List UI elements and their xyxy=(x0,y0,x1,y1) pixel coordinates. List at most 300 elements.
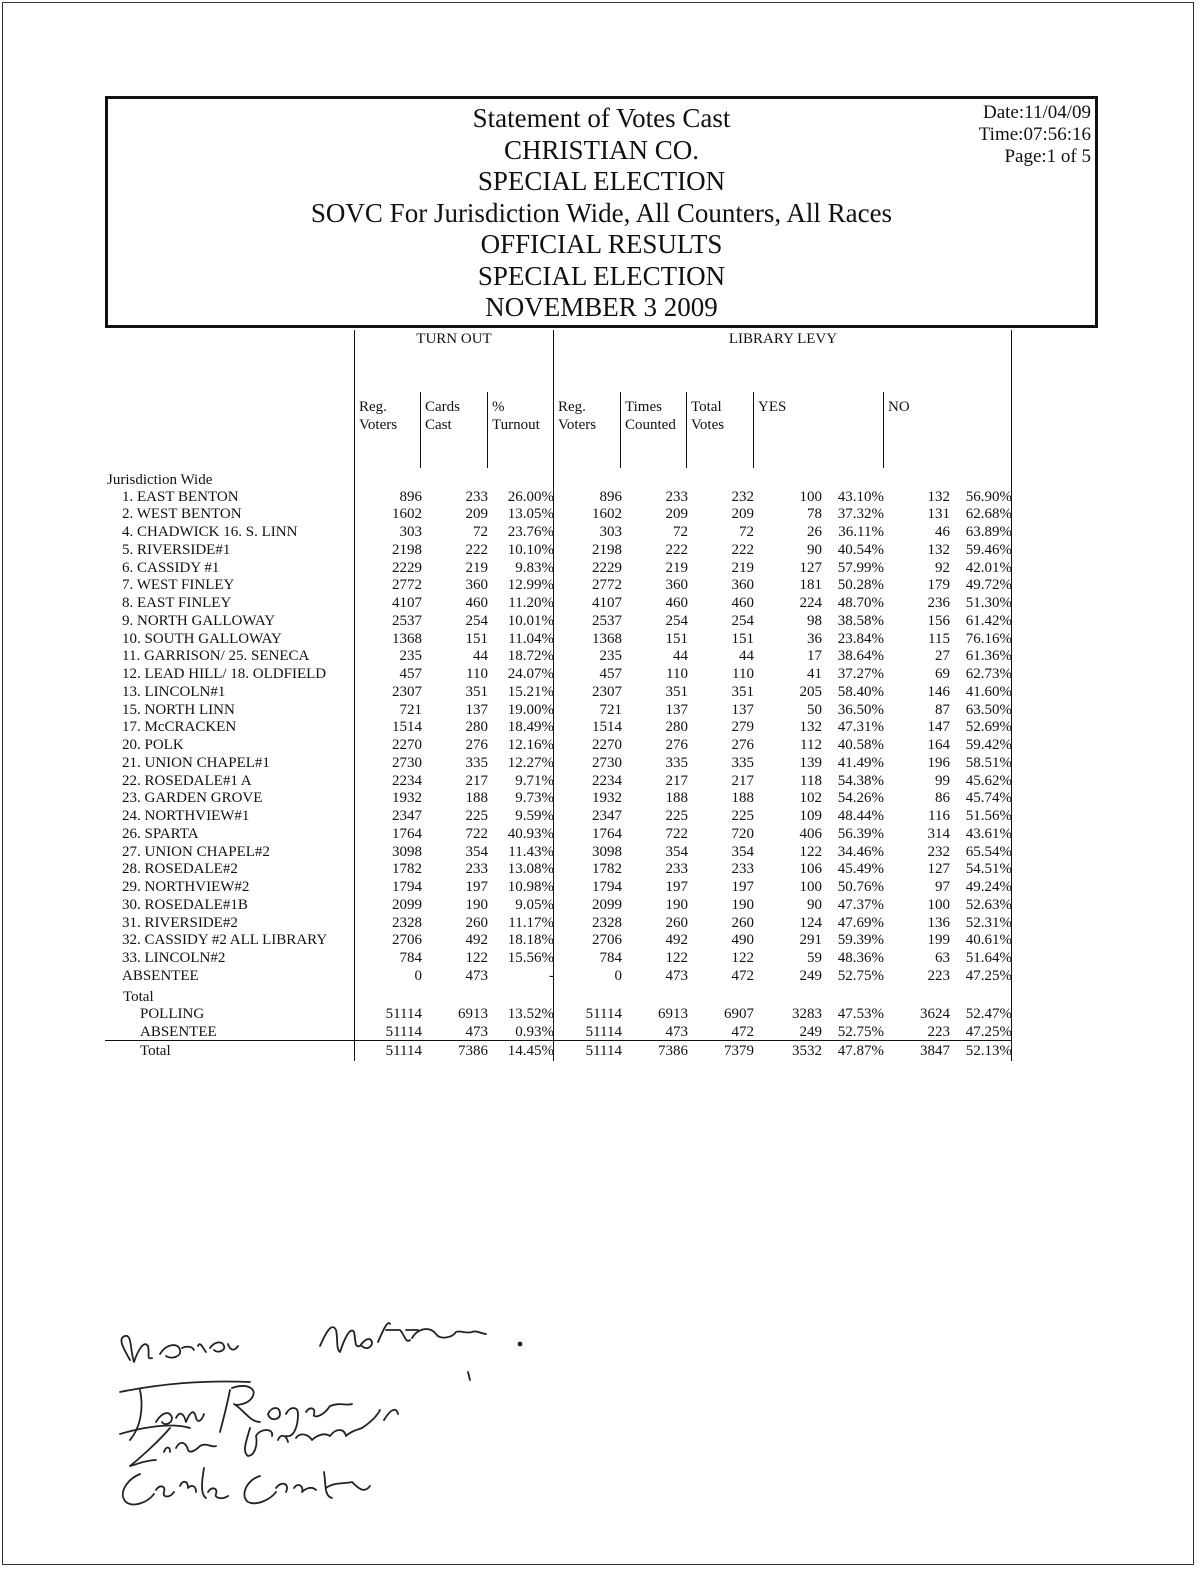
times-counted: 137 xyxy=(665,701,688,718)
table-row xyxy=(0,790,1200,808)
table-row xyxy=(0,897,1200,915)
pct-turnout: 13.05% xyxy=(507,506,554,523)
pct-turnout: - xyxy=(549,967,554,984)
total-votes: 260 xyxy=(731,914,754,931)
yes-pct: 40.54% xyxy=(837,541,884,558)
reg-voters-levy: 303 xyxy=(599,524,622,540)
yes-votes: 17 xyxy=(807,648,822,665)
total-votes: 219 xyxy=(731,559,754,576)
signature-4 xyxy=(123,1468,370,1504)
cards-cast: 460 xyxy=(465,595,488,611)
no-pct: 59.42% xyxy=(965,737,1012,753)
yes-pct: 54.26% xyxy=(837,790,884,807)
yes-pct: 47.31% xyxy=(837,719,884,736)
cards-cast: 276 xyxy=(465,737,488,753)
pct-turnout: 9.59% xyxy=(515,808,554,824)
reg-voters: 2730 xyxy=(392,754,422,771)
no-votes: 196 xyxy=(927,754,950,771)
cards-cast: 722 xyxy=(465,825,488,842)
no-votes: 223 xyxy=(927,967,950,984)
no-pct: 41.60% xyxy=(965,683,1012,700)
no-votes: 3847 xyxy=(920,1042,950,1059)
header-date-line: NOVEMBER 3 2009 xyxy=(485,292,718,322)
yes-votes: 78 xyxy=(807,506,822,523)
row-name: 27. UNION CHAPEL#2 xyxy=(122,843,270,860)
yes-pct: 47.53% xyxy=(837,1005,884,1022)
cards-cast: 473 xyxy=(465,967,488,984)
times-counted: 188 xyxy=(665,790,688,807)
no-votes: 179 xyxy=(927,577,950,594)
no-pct: 61.42% xyxy=(965,612,1012,629)
cards-cast: 217 xyxy=(465,772,488,789)
yes-pct: 34.46% xyxy=(837,843,884,860)
reg-voters: 1764 xyxy=(392,825,422,842)
row-name: 28. ROSEDALE#2 xyxy=(122,861,238,878)
yes-votes: 98 xyxy=(807,612,822,629)
reg-voters-levy: 0 xyxy=(614,967,622,984)
pct-turnout: 10.01% xyxy=(507,612,554,629)
pct-turnout: 11.17% xyxy=(508,914,554,931)
yes-votes: 406 xyxy=(799,825,822,842)
no-pct: 76.16% xyxy=(965,630,1012,647)
table-row xyxy=(0,666,1200,684)
no-votes: 69 xyxy=(935,666,950,682)
total-votes: 225 xyxy=(731,808,754,824)
total-row-polling xyxy=(0,1006,1200,1024)
col-pct-turnout: % Turnout xyxy=(492,399,540,433)
group-label: Jurisdiction Wide xyxy=(107,472,213,488)
yes-votes: 118 xyxy=(800,772,822,789)
no-votes: 3624 xyxy=(920,1005,950,1022)
row-name: 5. RIVERSIDE#1 xyxy=(122,541,231,558)
no-votes: 92 xyxy=(935,559,950,576)
col-reg-voters: Reg. Voters xyxy=(359,399,398,433)
reg-voters-levy: 4107 xyxy=(592,595,622,611)
no-votes: 86 xyxy=(935,790,950,807)
row-name: POLLING xyxy=(140,1005,205,1022)
row-name: Total xyxy=(140,1042,171,1059)
col-times-counted: Times Counted xyxy=(625,399,676,433)
total-votes: 151 xyxy=(731,630,754,647)
pct-turnout: 15.56% xyxy=(507,950,554,966)
times-counted: 254 xyxy=(665,612,688,629)
row-name: 6. CASSIDY #1 xyxy=(122,559,220,576)
times-counted: 354 xyxy=(665,843,688,860)
no-votes: 236 xyxy=(927,595,950,611)
total-votes: 6907 xyxy=(724,1005,754,1022)
reg-voters-levy: 457 xyxy=(599,666,622,682)
yes-votes: 41 xyxy=(807,666,822,682)
grid-line-col xyxy=(420,392,421,468)
no-votes: 132 xyxy=(927,541,950,558)
yes-pct: 50.76% xyxy=(837,879,884,895)
col-reg-voters-levy: Reg. Voters xyxy=(558,399,597,433)
reg-voters: 51114 xyxy=(385,1005,422,1022)
reg-voters-levy: 51114 xyxy=(585,1005,622,1022)
reg-voters: 721 xyxy=(399,701,422,718)
no-votes: 147 xyxy=(927,719,950,736)
reg-voters: 1602 xyxy=(392,506,422,523)
times-counted: 209 xyxy=(665,506,688,523)
no-votes: 131 xyxy=(927,506,950,523)
total-votes: 351 xyxy=(731,683,754,700)
yes-votes: 132 xyxy=(799,719,822,736)
reg-voters-levy: 2772 xyxy=(592,577,622,594)
cards-cast: 151 xyxy=(465,630,488,647)
total-votes: 110 xyxy=(732,666,754,682)
pct-turnout: 12.27% xyxy=(507,754,554,771)
cards-cast: 260 xyxy=(465,914,488,931)
table-row xyxy=(0,844,1200,862)
yes-votes: 106 xyxy=(799,861,822,878)
no-votes: 99 xyxy=(935,772,950,789)
times-counted: 276 xyxy=(665,737,688,753)
total-votes: 188 xyxy=(731,790,754,807)
grid-line-col xyxy=(883,392,884,468)
reg-voters: 1932 xyxy=(392,790,422,807)
reg-voters-levy: 784 xyxy=(599,950,622,966)
reg-voters: 51114 xyxy=(385,1042,422,1059)
no-pct: 54.51% xyxy=(965,861,1012,878)
reg-voters: 2706 xyxy=(392,932,422,949)
no-pct: 51.30% xyxy=(965,595,1012,611)
report-header xyxy=(105,96,1098,328)
table-row xyxy=(0,968,1200,986)
row-name: 26. SPARTA xyxy=(122,825,199,842)
times-counted: 233 xyxy=(665,488,688,505)
total-votes: 460 xyxy=(731,595,754,611)
pct-turnout: 9.05% xyxy=(515,896,554,913)
table-row xyxy=(0,560,1200,578)
cards-cast: 360 xyxy=(465,577,488,594)
no-pct: 45.62% xyxy=(965,772,1012,789)
pct-turnout: 11.20% xyxy=(508,595,554,611)
pct-turnout: 14.45% xyxy=(507,1042,554,1059)
no-pct: 47.25% xyxy=(965,1023,1012,1040)
no-votes: 115 xyxy=(928,630,950,647)
no-votes: 27 xyxy=(935,648,950,665)
row-name: 24. NORTHVIEW#1 xyxy=(122,808,250,824)
total-votes: 197 xyxy=(731,879,754,895)
total-row-absentee xyxy=(0,1024,1200,1042)
no-pct: 52.47% xyxy=(965,1005,1012,1022)
cards-cast: 137 xyxy=(465,701,488,718)
reg-voters: 2537 xyxy=(392,612,422,629)
times-counted: 233 xyxy=(665,861,688,878)
pct-turnout: 40.93% xyxy=(507,825,554,842)
pct-turnout: 9.73% xyxy=(515,790,554,807)
yes-pct: 54.38% xyxy=(837,772,884,789)
row-name: 33. LINCOLN#2 xyxy=(122,950,226,966)
no-pct: 49.24% xyxy=(965,879,1012,895)
yes-pct: 48.44% xyxy=(837,808,884,824)
no-pct: 62.68% xyxy=(965,506,1012,523)
times-counted: 280 xyxy=(665,719,688,736)
total-votes: 7379 xyxy=(724,1042,754,1059)
reg-voters-levy: 2229 xyxy=(592,559,622,576)
yes-votes: 122 xyxy=(799,843,822,860)
reg-voters-levy: 51114 xyxy=(585,1042,622,1059)
yes-votes: 100 xyxy=(799,488,822,505)
row-name: 30. ROSEDALE#1B xyxy=(122,896,248,913)
no-pct: 61.36% xyxy=(965,648,1012,665)
grid-line-col xyxy=(487,392,488,468)
pct-turnout: 12.16% xyxy=(507,737,554,753)
times-counted: 335 xyxy=(665,754,688,771)
no-votes: 223 xyxy=(927,1023,950,1040)
reg-voters: 51114 xyxy=(385,1023,422,1040)
table-row xyxy=(0,719,1200,737)
yes-votes: 36 xyxy=(807,630,822,647)
no-votes: 97 xyxy=(935,879,950,895)
table-row xyxy=(0,613,1200,631)
yes-pct: 43.10% xyxy=(837,488,884,505)
times-counted: 217 xyxy=(665,772,688,789)
no-pct: 47.25% xyxy=(965,967,1012,984)
no-votes: 314 xyxy=(927,825,950,842)
col-total-votes: Total Votes xyxy=(691,399,725,433)
report-date: Date:11/04/09 xyxy=(983,102,1091,123)
no-pct: 43.61% xyxy=(965,825,1012,842)
no-pct: 51.56% xyxy=(965,808,1012,824)
reg-voters: 0 xyxy=(414,967,422,984)
report-time: Time:07:56:16 xyxy=(978,124,1091,145)
reg-voters-levy: 1602 xyxy=(592,506,622,523)
yes-pct: 38.58% xyxy=(837,612,884,629)
total-votes: 472 xyxy=(731,967,754,984)
times-counted: 151 xyxy=(665,630,688,647)
total-votes: 490 xyxy=(731,932,754,949)
no-votes: 87 xyxy=(935,701,950,718)
yes-votes: 3532 xyxy=(792,1042,822,1059)
header-title-block xyxy=(108,103,1095,324)
no-votes: 132 xyxy=(927,488,950,505)
no-votes: 199 xyxy=(927,932,950,949)
total-votes: 233 xyxy=(731,861,754,878)
yes-pct: 58.40% xyxy=(837,683,884,700)
pct-turnout: 18.18% xyxy=(507,932,554,949)
reg-voters: 2099 xyxy=(392,896,422,913)
signature-2 xyxy=(120,1372,470,1440)
no-pct: 45.74% xyxy=(965,790,1012,807)
cards-cast: 7386 xyxy=(458,1042,488,1059)
yes-pct: 57.99% xyxy=(837,559,884,576)
total-votes: 720 xyxy=(731,825,754,842)
row-name: 15. NORTH LINN xyxy=(122,701,235,718)
total-votes: 217 xyxy=(731,772,754,789)
pct-turnout: 13.08% xyxy=(507,861,554,878)
yes-votes: 181 xyxy=(799,577,822,594)
reg-voters: 457 xyxy=(399,666,422,682)
reg-voters: 235 xyxy=(399,648,422,665)
row-name: 1. EAST BENTON xyxy=(122,488,239,505)
pct-turnout: 18.49% xyxy=(507,719,554,736)
yes-votes: 224 xyxy=(799,595,822,611)
pct-turnout: 10.10% xyxy=(507,541,554,558)
no-votes: 46 xyxy=(935,524,950,540)
reg-voters: 303 xyxy=(399,524,422,540)
table-row xyxy=(0,950,1200,968)
reg-voters: 1782 xyxy=(392,861,422,878)
row-name: 7. WEST FINLEY xyxy=(122,577,235,594)
times-counted: 44 xyxy=(673,648,688,665)
header-title: Statement of Votes Cast xyxy=(472,103,731,133)
no-votes: 116 xyxy=(928,808,950,824)
pct-turnout: 18.72% xyxy=(507,648,554,665)
pct-turnout: 11.43% xyxy=(508,843,554,860)
table-row xyxy=(0,915,1200,933)
reg-voters-levy: 2198 xyxy=(592,541,622,558)
row-name: ABSENTEE xyxy=(122,967,199,984)
header-status: OFFICIAL RESULTS xyxy=(480,229,723,259)
cards-cast: 351 xyxy=(465,683,488,700)
row-name: 13. LINCOLN#1 xyxy=(122,683,226,700)
no-pct: 59.46% xyxy=(965,541,1012,558)
grand-total-row xyxy=(0,1043,1200,1061)
reg-voters-levy: 2730 xyxy=(592,754,622,771)
yes-votes: 90 xyxy=(807,541,822,558)
row-name: 32. CASSIDY #2 ALL LIBRARY xyxy=(122,932,328,949)
reg-voters-levy: 2307 xyxy=(592,683,622,700)
pct-turnout: 23.76% xyxy=(507,524,554,540)
cards-cast: 190 xyxy=(465,896,488,913)
yes-pct: 37.27% xyxy=(837,666,884,682)
signature-3 xyxy=(120,1410,398,1466)
times-counted: 222 xyxy=(665,541,688,558)
yes-votes: 102 xyxy=(799,790,822,807)
reg-voters: 896 xyxy=(399,488,422,505)
table-row xyxy=(0,684,1200,702)
total-votes: 72 xyxy=(739,524,754,540)
yes-pct: 38.64% xyxy=(837,648,884,665)
no-pct: 49.72% xyxy=(965,577,1012,594)
no-pct: 62.73% xyxy=(965,666,1012,682)
row-name: 8. EAST FINLEY xyxy=(122,595,232,611)
no-pct: 42.01% xyxy=(965,559,1012,576)
cards-cast: 222 xyxy=(465,541,488,558)
table-row xyxy=(0,595,1200,613)
yes-pct: 47.87% xyxy=(837,1042,884,1059)
col-cards-cast: Cards Cast xyxy=(425,399,460,433)
cards-cast: 280 xyxy=(465,719,488,736)
table-row xyxy=(0,773,1200,791)
reg-voters: 784 xyxy=(399,950,422,966)
total-votes: 122 xyxy=(731,950,754,966)
yes-pct: 41.49% xyxy=(837,754,884,771)
yes-votes: 100 xyxy=(799,879,822,895)
pct-turnout: 9.83% xyxy=(515,559,554,576)
no-votes: 232 xyxy=(927,843,950,860)
section-turnout: TURN OUT xyxy=(416,331,492,347)
no-pct: 58.51% xyxy=(965,754,1012,771)
yes-pct: 48.36% xyxy=(837,950,884,966)
times-counted: 197 xyxy=(665,879,688,895)
yes-votes: 109 xyxy=(799,808,822,824)
no-votes: 63 xyxy=(935,950,950,966)
times-counted: 492 xyxy=(665,932,688,949)
reg-voters-levy: 3098 xyxy=(592,843,622,860)
total-votes: 279 xyxy=(731,719,754,736)
yes-votes: 205 xyxy=(799,683,822,700)
cards-cast: 225 xyxy=(465,808,488,824)
total-votes: 335 xyxy=(731,754,754,771)
row-name: 29. NORTHVIEW#2 xyxy=(122,879,250,895)
cards-cast: 492 xyxy=(465,932,488,949)
table-row xyxy=(0,702,1200,720)
handwritten-signatures xyxy=(100,1310,560,1520)
reg-voters-levy: 1368 xyxy=(592,630,622,647)
yes-pct: 23.84% xyxy=(837,630,884,647)
cards-cast: 335 xyxy=(465,754,488,771)
cards-cast: 188 xyxy=(465,790,488,807)
times-counted: 473 xyxy=(665,1023,688,1040)
reg-voters: 2234 xyxy=(392,772,422,789)
yes-votes: 3283 xyxy=(792,1005,822,1022)
yes-votes: 59 xyxy=(807,950,822,966)
total-group-label: Total xyxy=(123,989,154,1005)
row-name: 21. UNION CHAPEL#1 xyxy=(122,754,270,771)
no-pct: 52.63% xyxy=(965,896,1012,913)
reg-voters: 1368 xyxy=(392,630,422,647)
pct-turnout: 10.98% xyxy=(507,879,554,895)
report-page: Page:1 of 5 xyxy=(1004,146,1091,167)
reg-voters-levy: 2347 xyxy=(592,808,622,824)
signature-1 xyxy=(121,1323,521,1362)
yes-votes: 50 xyxy=(807,701,822,718)
reg-voters-levy: 2328 xyxy=(592,914,622,931)
reg-voters: 2347 xyxy=(392,808,422,824)
no-pct: 52.13% xyxy=(965,1042,1012,1059)
cards-cast: 209 xyxy=(465,506,488,523)
grid-line-col xyxy=(753,392,754,468)
yes-votes: 112 xyxy=(800,737,822,753)
table-row xyxy=(0,648,1200,666)
row-name: 4. CHADWICK 16. S. LINN xyxy=(122,524,298,540)
yes-pct: 45.49% xyxy=(837,861,884,878)
reg-voters-levy: 51114 xyxy=(585,1023,622,1040)
total-votes: 137 xyxy=(731,701,754,718)
no-pct: 52.31% xyxy=(965,914,1012,931)
no-votes: 100 xyxy=(927,896,950,913)
total-votes: 276 xyxy=(731,737,754,753)
reg-voters: 2307 xyxy=(392,683,422,700)
reg-voters-levy: 896 xyxy=(599,488,622,505)
yes-pct: 37.32% xyxy=(837,506,884,523)
header-county: CHRISTIAN CO. xyxy=(503,134,699,165)
cards-cast: 473 xyxy=(465,1023,488,1040)
table-row xyxy=(0,577,1200,595)
yes-votes: 90 xyxy=(807,896,822,913)
times-counted: 360 xyxy=(665,577,688,594)
pct-turnout: 13.52% xyxy=(507,1005,554,1022)
yes-pct: 36.50% xyxy=(837,701,884,718)
yes-votes: 124 xyxy=(799,914,822,931)
grid-line-col xyxy=(686,392,687,468)
yes-votes: 127 xyxy=(799,559,822,576)
yes-votes: 139 xyxy=(799,754,822,771)
reg-voters-levy: 2099 xyxy=(592,896,622,913)
col-yes: YES xyxy=(758,399,787,415)
table-row xyxy=(0,755,1200,773)
times-counted: 460 xyxy=(665,595,688,611)
times-counted: 225 xyxy=(665,808,688,824)
table-row xyxy=(0,489,1200,507)
cards-cast: 122 xyxy=(465,950,488,966)
section-library-levy: LIBRARY LEVY xyxy=(728,331,838,347)
times-counted: 219 xyxy=(665,559,688,576)
row-name: 23. GARDEN GROVE xyxy=(122,790,263,807)
times-counted: 473 xyxy=(665,967,688,984)
